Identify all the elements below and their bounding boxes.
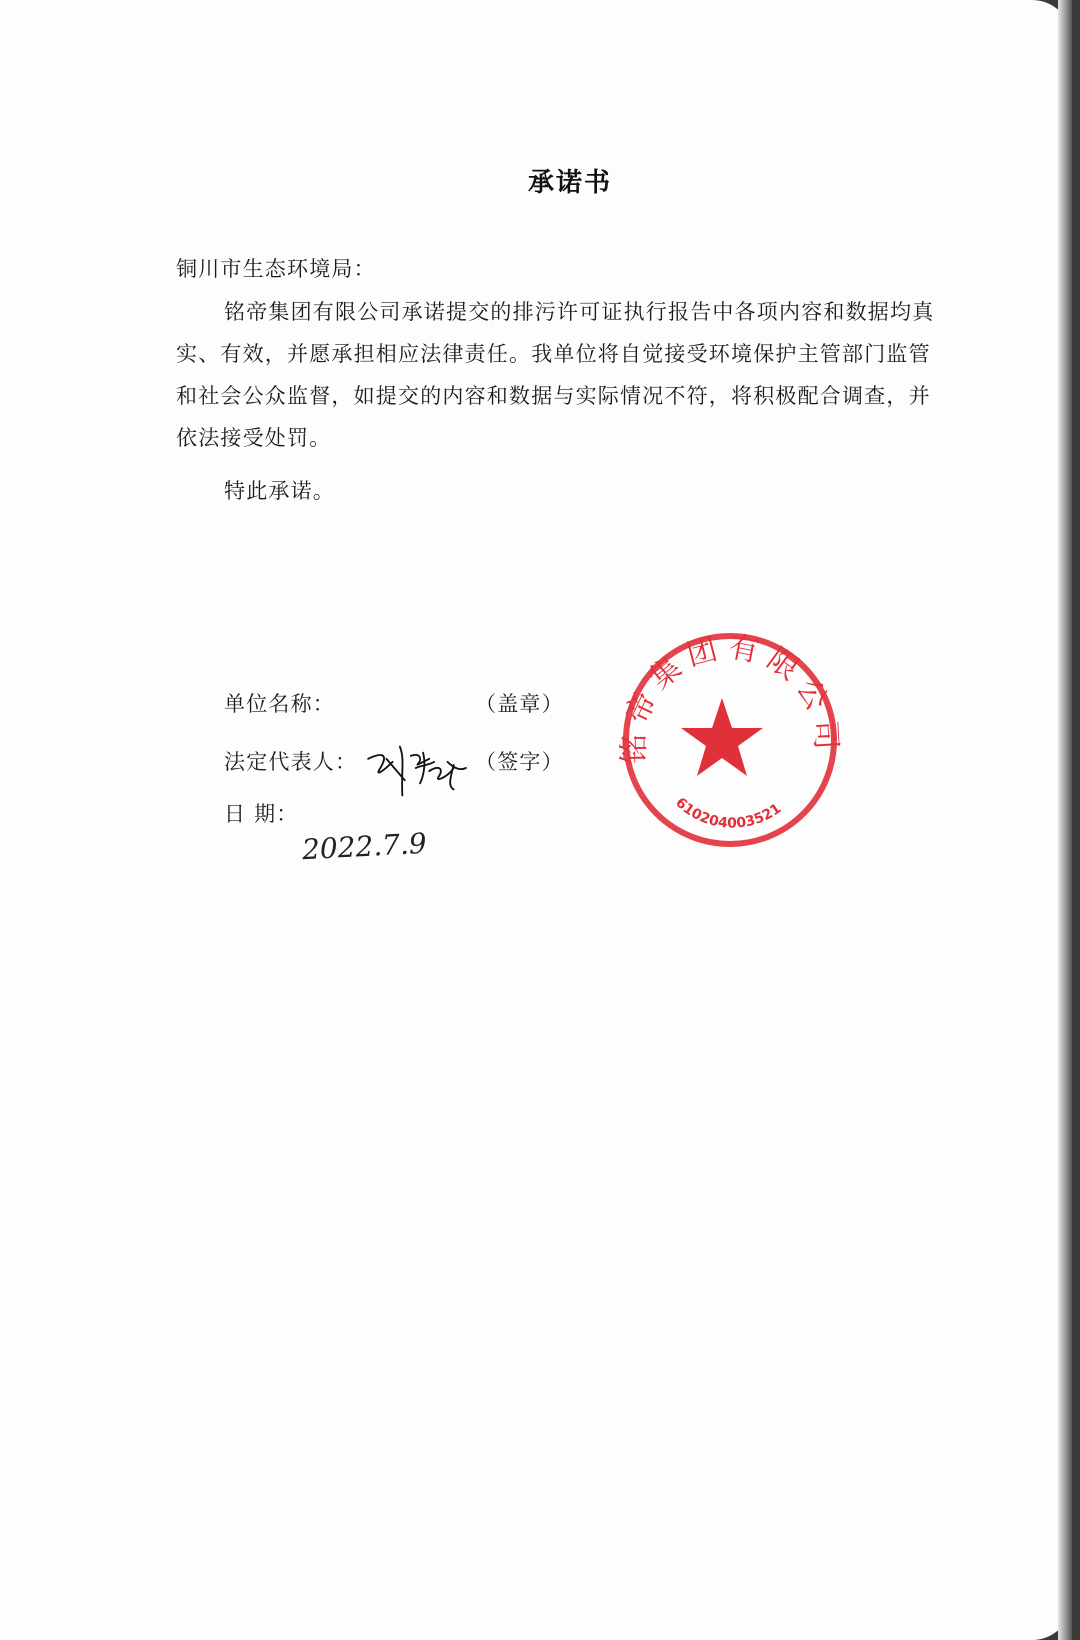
legal-rep-label: 法定代表人： bbox=[224, 750, 358, 774]
page-edge bbox=[1058, 0, 1072, 1640]
body-line-2: 实、有效，并愿承担相应法律责任。我单位将自觉接受环境保护主管部门监管 bbox=[176, 342, 931, 366]
date-handwritten: 2022.7.9 bbox=[301, 826, 428, 867]
document-title: 承诺书 bbox=[527, 168, 612, 198]
body-line-4: 依法接受处罚。 bbox=[176, 426, 332, 450]
company-seal bbox=[610, 620, 850, 860]
svg-text:610204003521 bbox=[672, 795, 784, 832]
unit-name-label: 单位名称： bbox=[224, 692, 335, 716]
seal-text: 铭帝集团有限公司 bbox=[616, 629, 844, 765]
body-line-3: 和社会公众监督，如提交的内容和数据与实际情况不符，将积极配合调查，并 bbox=[176, 384, 931, 408]
addressee: 铜川市生态环境局： bbox=[176, 257, 376, 281]
unit-name-suffix: （盖章） bbox=[475, 692, 564, 716]
date-label: 日 期： bbox=[224, 802, 299, 826]
star-icon bbox=[681, 698, 763, 776]
closing: 特此承诺。 bbox=[224, 479, 335, 503]
legal-rep-suffix: （签字） bbox=[475, 750, 564, 774]
seal-number: 610204003521 bbox=[672, 794, 785, 832]
body-line-1: 铭帝集团有限公司承诺提交的排污许可证执行报告中各项内容和数据均真 bbox=[224, 300, 935, 324]
handwritten-signature bbox=[362, 728, 472, 808]
